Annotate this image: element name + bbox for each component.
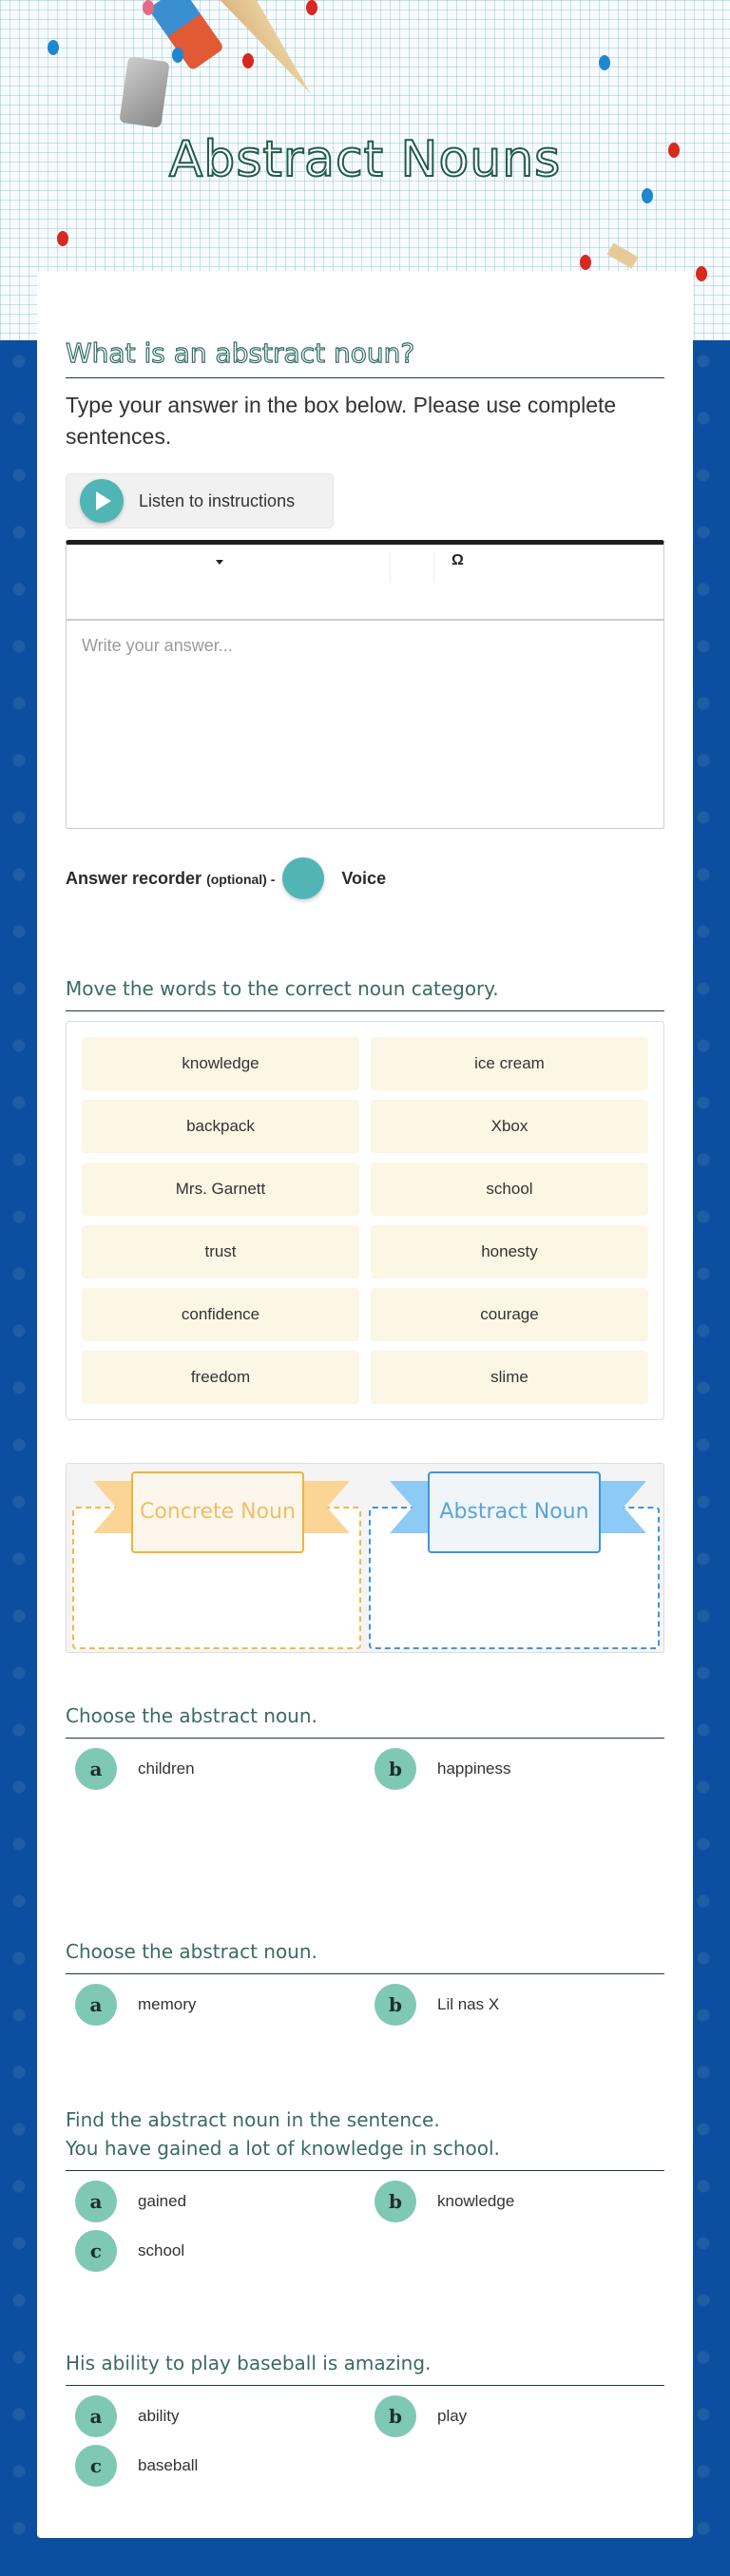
dot-decoration [599,55,610,70]
options-list [66,1748,664,1790]
caret-down-icon [216,560,223,565]
word-chip[interactable]: school [371,1163,648,1216]
option-b[interactable] [365,1984,664,2026]
word-chip[interactable]: confidence [82,1288,359,1341]
worksheet-card [37,271,693,2538]
option-a[interactable] [66,2181,365,2222]
dot-decoration [696,266,707,281]
option-text: play [437,2407,468,2425]
option-text: happiness [437,1759,511,1778]
word-chip[interactable]: slime [371,1351,648,1404]
dot-decoration [48,40,59,55]
question-title: Choose the abstract noun. [66,1937,664,1974]
editor-toolbar [67,545,663,621]
option-letter: b [375,1748,416,1790]
question-multiple-choice [66,1701,664,1790]
word-chip[interactable]: freedom [82,1351,359,1404]
option-letter: a [75,2181,117,2222]
voice-label: Voice [341,868,387,888]
dot-decoration [143,0,154,15]
page-title: Abstract Nouns [168,131,562,188]
dot-decoration [242,53,254,68]
option-letter: b [375,2181,416,2222]
answer-editor [66,540,664,829]
listen-label: Listen to instructions [139,490,296,510]
option-c[interactable] [66,2445,365,2487]
option-letter: a [75,2395,117,2437]
word-chip[interactable]: trust [82,1225,359,1278]
option-a[interactable] [66,1984,365,2026]
option-letter: c [75,2230,117,2272]
options-list [66,2181,664,2272]
option-b[interactable] [365,2181,664,2222]
question-multiple-choice [66,1937,664,2026]
category-drop-zones [66,1463,664,1653]
concrete-noun-label: Concrete Noun [131,1471,304,1553]
pencil-decoration [607,242,639,268]
dot-decoration [642,188,653,203]
dot-decoration [57,231,68,246]
recorder-label [66,869,275,889]
option-text: gained [138,2192,187,2210]
option-c[interactable] [66,2230,365,2272]
word-chip[interactable]: backpack [82,1100,359,1153]
option-text: school [138,2241,185,2259]
toolbar-divider [390,552,391,583]
record-voice-button[interactable] [282,857,324,899]
answer-recorder [66,857,664,899]
question-title-line: Find the abstract noun in the sentence. [66,2108,440,2131]
dot-decoration [306,0,317,15]
option-text: knowledge [437,2192,515,2210]
option-text: memory [138,1995,197,2013]
concrete-noun-ribbon [93,1481,350,1533]
word-bank [66,1021,664,1420]
word-chip[interactable]: Mrs. Garnett [82,1163,359,1216]
option-a[interactable] [66,1748,365,1790]
option-letter: a [75,1748,117,1790]
recorder-optional-text: (optional) - [206,871,276,887]
option-letter: b [375,1984,416,2026]
format-dropdown[interactable] [67,545,390,583]
option-letter: b [375,2395,416,2437]
word-chip[interactable]: Xbox [371,1100,648,1153]
question-multiple-choice [66,2349,664,2487]
word-chip[interactable]: ice cream [371,1037,648,1090]
option-letter: c [75,2445,117,2487]
question-title: What is an abstract noun? [66,339,664,378]
abstract-noun-label: Abstract Noun [428,1471,601,1553]
recorder-label-text: Answer recorder [66,868,202,888]
question-title: His ability to play baseball is amazing. [66,2349,664,2386]
question-instructions: Type your answer in the box below. Please use complete sentences. [66,393,617,449]
special-characters-button[interactable]: Ω [451,552,464,568]
word-chip[interactable]: courage [371,1288,648,1341]
question-sentence: You have gained a lot of knowledge in school. [66,2137,500,2160]
question-multiple-choice [66,2105,664,2272]
option-text: Lil nas X [437,1995,500,2013]
question-title [66,2105,664,2171]
ruler-decoration [202,0,312,113]
question-open-ended [66,339,664,899]
question-title: Choose the abstract noun. [66,1701,664,1739]
options-list [66,2395,664,2487]
option-b[interactable] [365,2395,664,2437]
option-letter: a [75,1984,117,2026]
dot-decoration [580,255,591,270]
word-chip[interactable]: honesty [371,1225,648,1278]
dot-decoration [172,48,183,63]
play-icon [80,479,124,523]
word-chip[interactable]: knowledge [82,1037,359,1090]
abstract-noun-ribbon [390,1481,646,1533]
answer-input[interactable]: Write your answer... [82,636,233,655]
option-text: baseball [138,2456,199,2474]
option-text: ability [138,2407,180,2425]
toolbar-divider [433,552,434,583]
question-title: Move the words to the correct noun category. [66,974,664,1011]
sharpener-decoration [119,56,169,127]
option-b[interactable] [365,1748,664,1790]
option-a[interactable] [66,2395,365,2437]
category-container [66,1463,664,1653]
question-drag-and-drop [66,974,664,1420]
option-text: children [138,1759,195,1778]
options-list [66,1984,664,2026]
listen-to-instructions-button[interactable] [66,473,334,529]
